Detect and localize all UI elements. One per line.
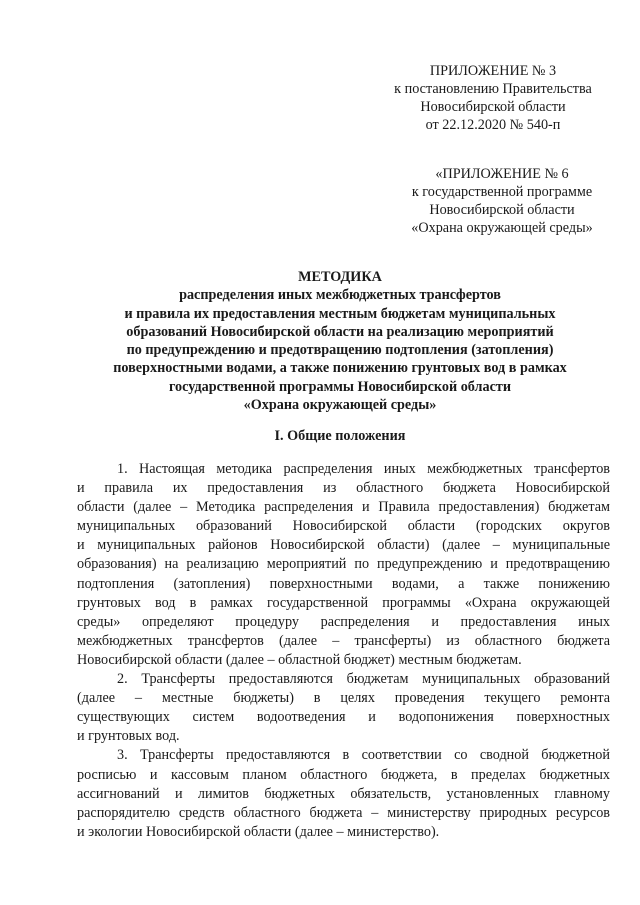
appendix-3-line-1: к постановлению Правительства <box>394 81 592 97</box>
appendix-3-block <box>388 62 598 134</box>
section-1-body <box>77 460 610 842</box>
appendix-6-title: «ПРИЛОЖЕНИЕ № 6 <box>435 166 569 182</box>
paragraph-line: распорядителю средств областного бюджета – министерству природных ресурсов <box>77 804 610 821</box>
appendix-6-line-2: Новосибирской области <box>429 202 575 218</box>
document-title-heading: МЕТОДИКА <box>298 269 382 285</box>
paragraph-line: и правила их предоставления из областного бюджета Новосибирской <box>77 480 610 497</box>
paragraph-line: области (далее – Методика распределения и Правила предоставления) бюджетам <box>77 499 610 516</box>
document-title-line: по предупреждению и предотвращению подтопления (затопления) <box>126 342 554 359</box>
paragraph-line: 2. Трансферты предоставляются бюджетам муниципальных образований <box>117 671 610 688</box>
document-title <box>70 268 610 414</box>
appendix-6-block <box>388 165 616 237</box>
paragraph-line: Новосибирской области (далее – областной бюджет) местным бюджетам. <box>77 651 522 668</box>
paragraph-3 <box>77 746 610 841</box>
paragraph-line: муниципальных образований Новосибирской области (городских округов <box>77 518 610 535</box>
paragraph-line: (далее – местные бюджеты) в целях проведения текущего ремонта <box>77 690 610 707</box>
appendix-6-line-1: к государственной программе <box>411 184 593 200</box>
document-title-line: образований Новосибирской области на реализацию мероприятий <box>126 323 554 340</box>
paragraph-line: 1. Настоящая методика распределения иных межбюджетных трансфертов <box>117 461 610 477</box>
paragraph-line: и грунтовых вод. <box>77 728 180 745</box>
paragraph-line: межбюджетных трансфертов (далее – трансферты) из областного бюджета <box>77 632 610 649</box>
appendix-3-title: ПРИЛОЖЕНИЕ № 3 <box>429 63 557 79</box>
paragraph-1 <box>77 460 610 670</box>
paragraph-2 <box>77 670 610 746</box>
paragraph-line: подтопления (затопления) поверхностными водами, а также понижению <box>77 575 610 592</box>
document-title-line: «Охрана окружающей среды» <box>243 397 437 414</box>
appendix-3-line-3: от 22.12.2020 № 540-п <box>425 117 561 133</box>
paragraph-line: образования) на реализацию мероприятий по предупреждению и предотвращению <box>77 556 610 573</box>
paragraph-line: 3. Трансферты предоставляются в соответствии со сводной бюджетной <box>117 747 610 764</box>
document-title-line: государственной программы Новосибирской области <box>168 378 512 395</box>
section-1-heading: I. Общие положения <box>274 428 406 444</box>
paragraph-line: ассигнований и лимитов бюджетных обязательств, установленных главному <box>77 785 610 802</box>
document-title-line: распределения иных межбюджетных трансфертов <box>179 287 501 304</box>
document-title-line: поверхностными водами, а также понижению грунтовых вод в рамках <box>113 360 567 377</box>
paragraph-line: среды» определяют процедуру распределения и предоставления иных <box>77 613 610 630</box>
appendix-3-line-2: Новосибирской области <box>420 99 566 115</box>
paragraph-line: росписью и кассовым планом областного бюджета, в пределах бюджетных <box>77 766 610 783</box>
document-title-line: и правила их предоставления местным бюджетам муниципальных <box>124 305 556 322</box>
paragraph-line: и экологии Новосибирской области (далее – министерство). <box>77 823 440 840</box>
paragraph-line: и муниципальных районов Новосибирской области) (далее – муниципальные <box>77 537 610 554</box>
appendix-6-line-3: «Охрана окружающей среды» <box>411 220 593 236</box>
paragraph-line: существующих систем водоотведения и водопонижения поверхностных <box>77 709 610 726</box>
paragraph-line: грунтовых вод в рамках государственной программы «Охрана окружающей <box>77 594 610 611</box>
